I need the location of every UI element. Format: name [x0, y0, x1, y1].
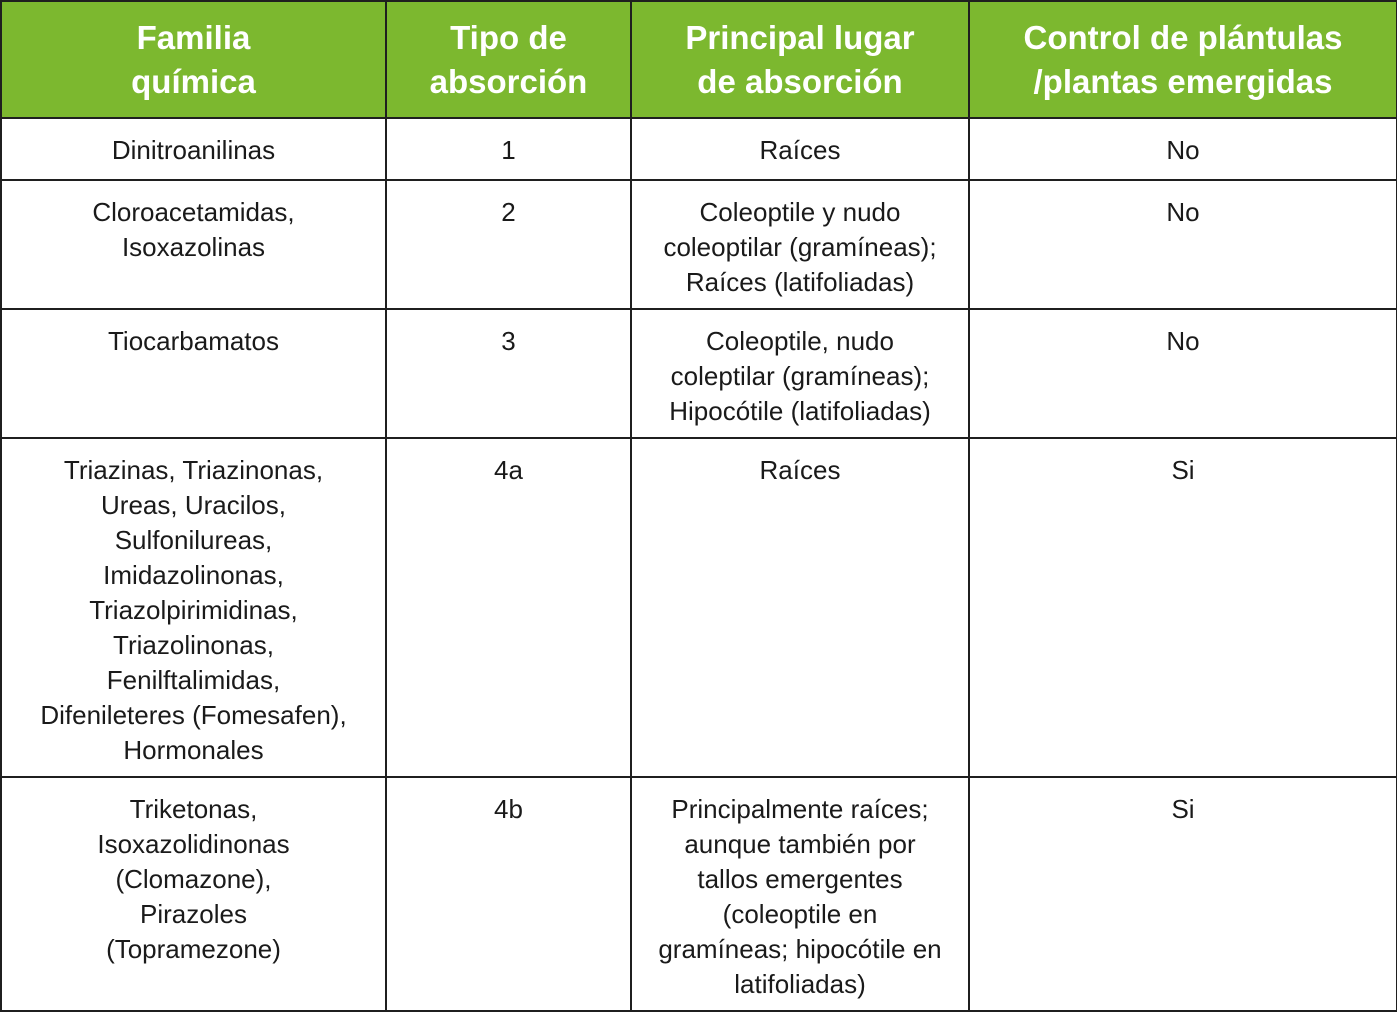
cell-tipo: 4a — [386, 438, 631, 777]
cell-familia: Dinitroanilinas — [1, 118, 386, 180]
cell-familia: Tiocarbamatos — [1, 309, 386, 438]
table-row — [1, 118, 1397, 180]
cell-tipo: 2 — [386, 180, 631, 309]
cell-tipo: 1 — [386, 118, 631, 180]
cell-tipo: 4b — [386, 777, 631, 1011]
cell-control: No — [969, 309, 1397, 438]
header-control-plantulas: Control de plántulas /plantas emergidas — [969, 1, 1397, 118]
cell-lugar: Coleoptile y nudo coleoptilar (gramíneas); Raíces (latifoliadas) — [631, 180, 969, 309]
cell-lugar: Raíces — [631, 118, 969, 180]
cell-tipo: 3 — [386, 309, 631, 438]
table-row — [1, 309, 1397, 438]
cell-familia: Triketonas, Isoxazolidinonas (Clomazone), Pirazoles (Topramezone) — [1, 777, 386, 1011]
header-lugar-absorcion: Principal lugar de absorción — [631, 1, 969, 118]
cell-lugar: Principalmente raíces; aunque también por tallos emergentes (coleoptile en gramíneas; hipocótile en latifoliadas) — [631, 777, 969, 1011]
header-tipo-absorcion: Tipo de absorción — [386, 1, 631, 118]
cell-familia: Triazinas, Triazinonas, Ureas, Uracilos, Sulfonilureas, Imidazolinonas, Triazolpirimidinas, Triazolinonas, Fenilftalimidas, Difenileteres (Fomesafen), Hormonales — [1, 438, 386, 777]
cell-lugar: Raíces — [631, 438, 969, 777]
cell-control: Si — [969, 777, 1397, 1011]
cell-familia: Cloroacetamidas, Isoxazolinas — [1, 180, 386, 309]
table-row — [1, 777, 1397, 1011]
cell-control: No — [969, 118, 1397, 180]
header-familia-quimica: Familia química — [1, 1, 386, 118]
cell-lugar: Coleoptile, nudo coleptilar (gramíneas); Hipocótile (latifoliadas) — [631, 309, 969, 438]
table-row — [1, 180, 1397, 309]
table-row — [1, 438, 1397, 777]
cell-control: Si — [969, 438, 1397, 777]
cell-control: No — [969, 180, 1397, 309]
header-row — [1, 1, 1397, 118]
